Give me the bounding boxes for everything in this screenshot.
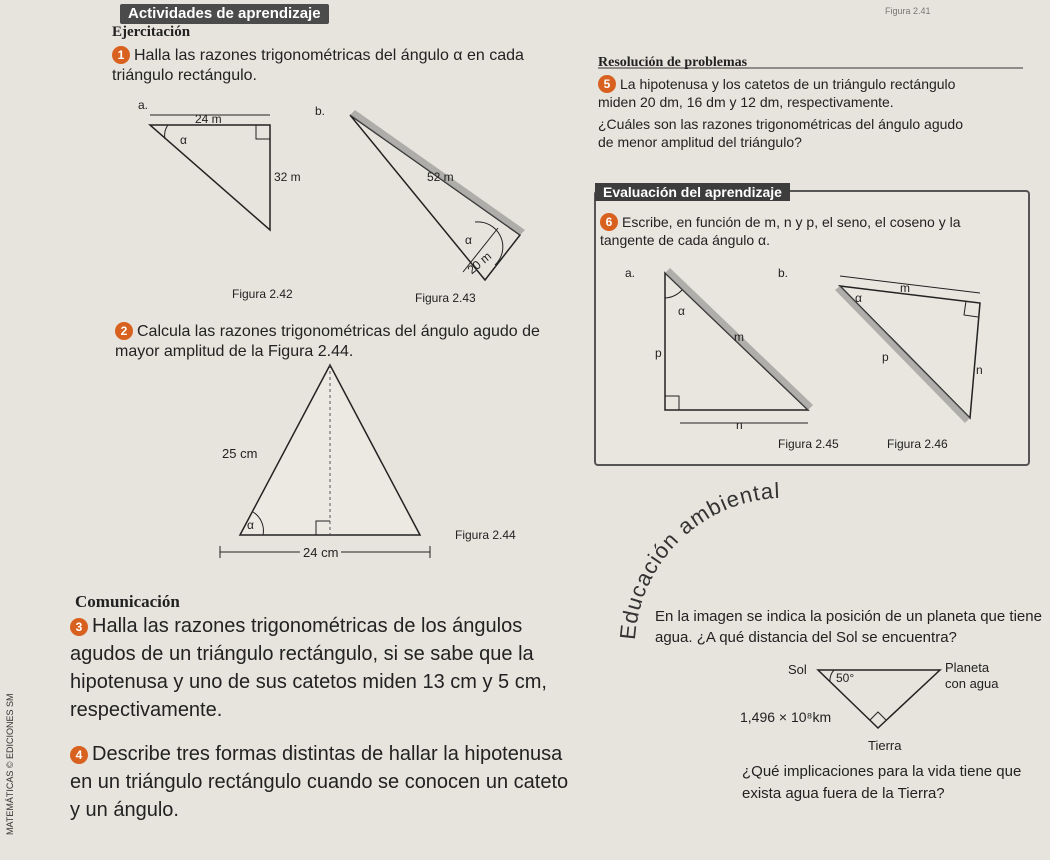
exercise-4-text: Describe tres formas distintas de hallar la hipotenusa en un triángulo rectángulo cuando se conocen un cateto y un ángulo. xyxy=(70,743,569,821)
fig243-caption: Figura 2.43 xyxy=(415,291,476,305)
sol-label: Sol xyxy=(788,662,807,677)
figure-2-43 xyxy=(345,110,535,290)
exercise-5-text: La hipotenusa y los catetos de un triángulo rectángulo miden 20 dm, 16 dm y 12 dm, respectivamente. xyxy=(598,76,956,110)
fig242-side-label: 32 m xyxy=(274,170,301,184)
exercise-1 xyxy=(112,46,552,86)
fig246-caption: Figura 2.46 xyxy=(887,437,948,451)
fig244-alpha: α xyxy=(247,518,254,532)
fig246-part: b. xyxy=(778,266,789,280)
exercise-number: 1 xyxy=(112,46,130,64)
tierra-label: Tierra xyxy=(868,738,902,753)
exercise-4 xyxy=(70,740,575,824)
fig244-side-label: 25 cm xyxy=(222,446,258,461)
fig246-m: m xyxy=(900,281,910,295)
evaluacion-title: Evaluación del aprendizaje xyxy=(595,183,790,201)
exercise-number: 2 xyxy=(115,322,133,340)
distance-label: 1,496 × 10⁸km xyxy=(740,709,832,725)
fig245-alpha: α xyxy=(678,304,685,318)
fig243-hyp-label: 52 m xyxy=(427,170,454,184)
exercise-number: 3 xyxy=(70,618,88,636)
corner-label: Figura 2.41 xyxy=(885,6,931,16)
fig243-part: b. xyxy=(315,104,326,118)
fig244-base-label: 24 cm xyxy=(300,545,341,560)
ambiental-text: En la imagen se indica la posición de un planeta que tiene agua. ¿A qué distancia del Sol se encuentra? xyxy=(655,608,1042,646)
fig245-m: m xyxy=(734,330,744,344)
fig243-base-label: 20 m xyxy=(464,249,495,277)
ambiental-question: ¿Qué implicaciones para la vida tiene que exista agua fuera de la Tierra? xyxy=(742,763,1022,802)
figure-2-45 xyxy=(650,268,830,438)
fig242-part: a. xyxy=(138,98,149,112)
fig245-p: p xyxy=(655,346,662,360)
sidebar-credit-text: MATEMÁTICAS © EDICIONES SM xyxy=(5,693,15,835)
fig246-p: p xyxy=(882,350,889,364)
ejercitacion-title: Ejercitación xyxy=(112,24,191,40)
figure-2-44 xyxy=(215,360,455,570)
fig242-alpha: α xyxy=(180,133,187,147)
fig242-top-label: 24 m xyxy=(195,112,222,126)
planeta-label: Planeta xyxy=(945,660,990,675)
exercise-5-question: ¿Cuáles son las razones trigonométricas del ángulo agudo de menor amplitud del triángulo? xyxy=(598,116,963,150)
exercise-6-text: Escribe, en función de m, n y p, el seno, el coseno y la tangente de cada ángulo α. xyxy=(600,214,961,248)
fig246-alpha: α xyxy=(855,291,862,305)
exercise-number: 5 xyxy=(598,75,616,93)
ambiental-arc-text: Educación ambiental xyxy=(614,477,781,641)
fig245-part: a. xyxy=(625,266,636,280)
fig243-alpha: α xyxy=(465,233,472,247)
comunicacion-title: Comunicación xyxy=(75,592,180,611)
angle-label: 50° xyxy=(836,671,855,685)
exercise-number: 6 xyxy=(600,213,618,231)
fig245-caption: Figura 2.45 xyxy=(778,437,839,451)
exercise-3-text: Halla las razones trigonométricas de los ángulos agudos de un triángulo rectángulo, si se sabe que la hipotenusa y uno de sus catetos miden 13 cm y 5 cm, respectivamente. xyxy=(70,615,547,721)
exercise-number: 4 xyxy=(70,746,88,764)
con-agua-label: con agua xyxy=(945,676,999,691)
resolucion-title: Resolución de problemas xyxy=(598,55,748,70)
exercise-1-text: Halla las razones trigonométricas del ángulo α en cada triángulo rectángulo. xyxy=(112,47,524,84)
exercise-3 xyxy=(70,612,575,724)
sidebar-credit xyxy=(0,690,16,860)
exercise-2-text: Calcula las razones trigonométricas del ángulo agudo de mayor amplitud de la Figura 2.44. xyxy=(115,323,540,360)
fig246-n: n xyxy=(976,363,983,377)
resolucion-rule xyxy=(598,66,1028,72)
figure-2-42 xyxy=(140,95,310,295)
fig245-n: n xyxy=(736,418,743,432)
fig242-caption: Figura 2.42 xyxy=(232,287,293,301)
exercise-2 xyxy=(115,322,565,362)
exercise-6 xyxy=(600,213,1000,249)
fig244-caption: Figura 2.44 xyxy=(455,528,516,542)
exercise-5 xyxy=(598,75,978,151)
section-banner: Actividades de aprendizaje xyxy=(120,4,329,24)
